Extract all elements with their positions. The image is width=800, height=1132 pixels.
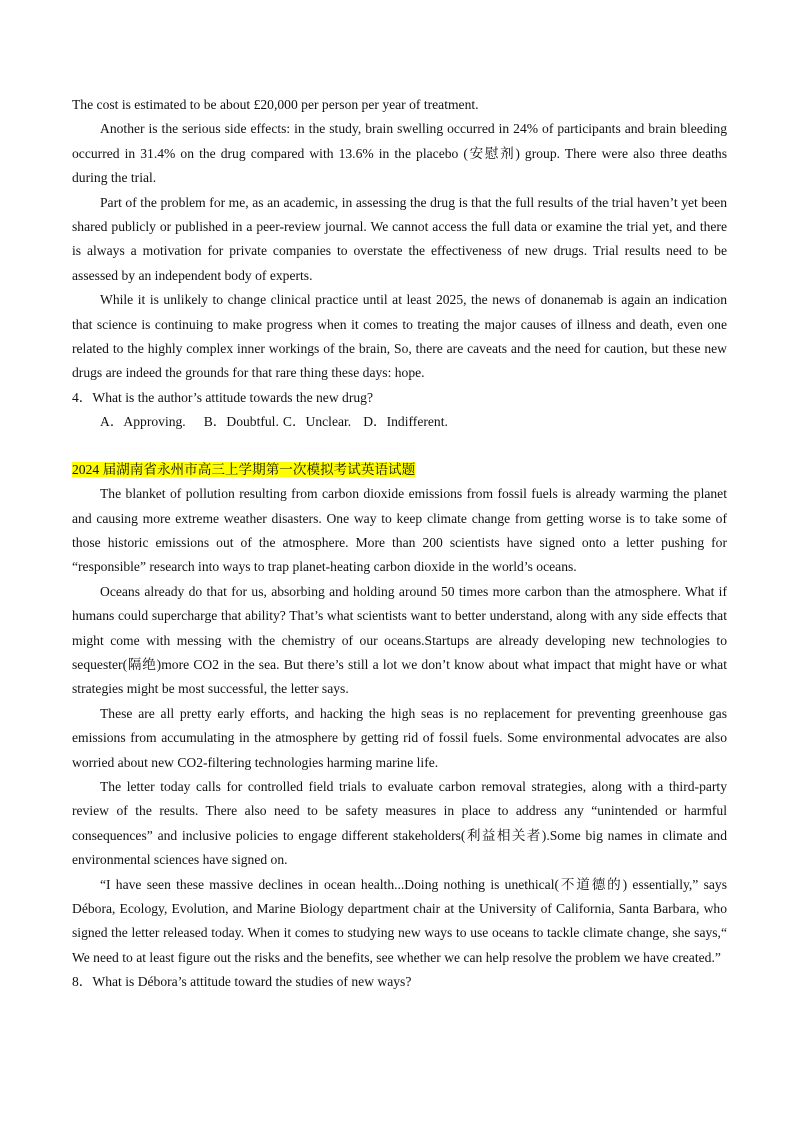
paragraph-pollution: The blanket of pollution resulting from carbon dioxide emissions from fossil fuels is already warming the planet and causing more extreme weather disasters. One way to keep climate change from getting worse is to take some of those historic emissions out of the atmosphere. More than 200 scientists have signed onto a letter pushing for “responsible” research into ways to trap planet-heating carbon dioxide in the world’s oceans. <box>72 486 727 575</box>
paragraph-letter: The letter today calls for controlled field trials to evaluate carbon removal strategies, along with a third-party review of the results. There also need to be safety measures in place to address any “unintended or harmful consequences” and inclusive policies to engage different stakeholders(利益相关者).Some big names in climate and environmental sciences have signed on. <box>72 778 727 868</box>
question-8: 8．What is Débora’s attitude toward the studies of new ways? <box>72 974 412 990</box>
paragraph-debora-quote: “I have seen these massive declines in ocean health...Doing nothing is unethical(不道德的) essentially,” says Débora, Ecology, Evolution, and Marine Biology department chair at the University of California, Santa Barbara, who signed the letter released today. When it comes to studying new ways to use oceans to tackle climate change, she says,“ We need to at least figure out the risks and the benefits, see whether we can help resolve the problem we have created.” <box>72 876 727 965</box>
section-gap <box>72 435 727 458</box>
question-4: 4．What is the author’s attitude towards the new drug? <box>72 389 374 405</box>
document-page <box>72 93 727 995</box>
paragraph-problem: Part of the problem for me, as an academic, in assessing the drug is that the full results of the trial haven’t yet been shared publicly or published in a peer-review journal. We cannot access the full data or examine the trial yet, and there is always a motivation for private companies to overstate the effectiveness of new drugs. Trial results need to be assessed by an independent body of experts. <box>72 194 727 283</box>
paragraph-early-efforts: These are all pretty early efforts, and hacking the high seas is no replacement for preventing greenhouse gas emissions from accumulating in the atmosphere by getting rid of fossil fuels. Some environmental advocates are also worried about new CO2-filtering technologies harming marine life. <box>72 705 727 770</box>
question-4-options <box>72 410 727 434</box>
option-c: C．Unclear. <box>282 414 352 430</box>
option-d: D．Indifferent. <box>363 414 448 430</box>
option-a: A．Approving. <box>100 414 186 430</box>
paragraph-cost: The cost is estimated to be about £20,000 per person per year of treatment. <box>72 97 479 112</box>
section-heading <box>72 458 727 482</box>
option-b: B．Doubtful. <box>203 414 279 430</box>
paragraph-side-effects: Another is the serious side effects: in the study, brain swelling occurred in 24% of participants and brain bleeding occurred in 31.4% on the drug compared with 13.6% in the placebo (安慰剂) group. There were also three deaths during the trial. <box>72 121 727 186</box>
highlighted-heading: 2024 届湖南省永州市高三上学期第一次模拟考试英语试题 <box>72 461 416 477</box>
paragraph-oceans: Oceans already do that for us, absorbing and holding around 50 times more carbon than the atmosphere. What if humans could supercharge that ability? That’s what scientists want to better understand, along with any side effects that might come with messing with the chemistry of our oceans.Startups are already developing new technologies to sequester(隔绝)more CO2 in the sea. But there’s still a lot we don’t know about what impact that might have or what strategies might be most successful, the letter says. <box>72 583 727 697</box>
paragraph-conclusion: While it is unlikely to change clinical practice until at least 2025, the news of donanemab is again an indication that science is continuing to make progress when it comes to treating the major causes of illness and death, even one related to the highly complex inner workings of the brain, So, there are caveats and the need for caution, but these new drugs are indeed the grounds for that rare thing these days: hope. <box>72 292 727 381</box>
